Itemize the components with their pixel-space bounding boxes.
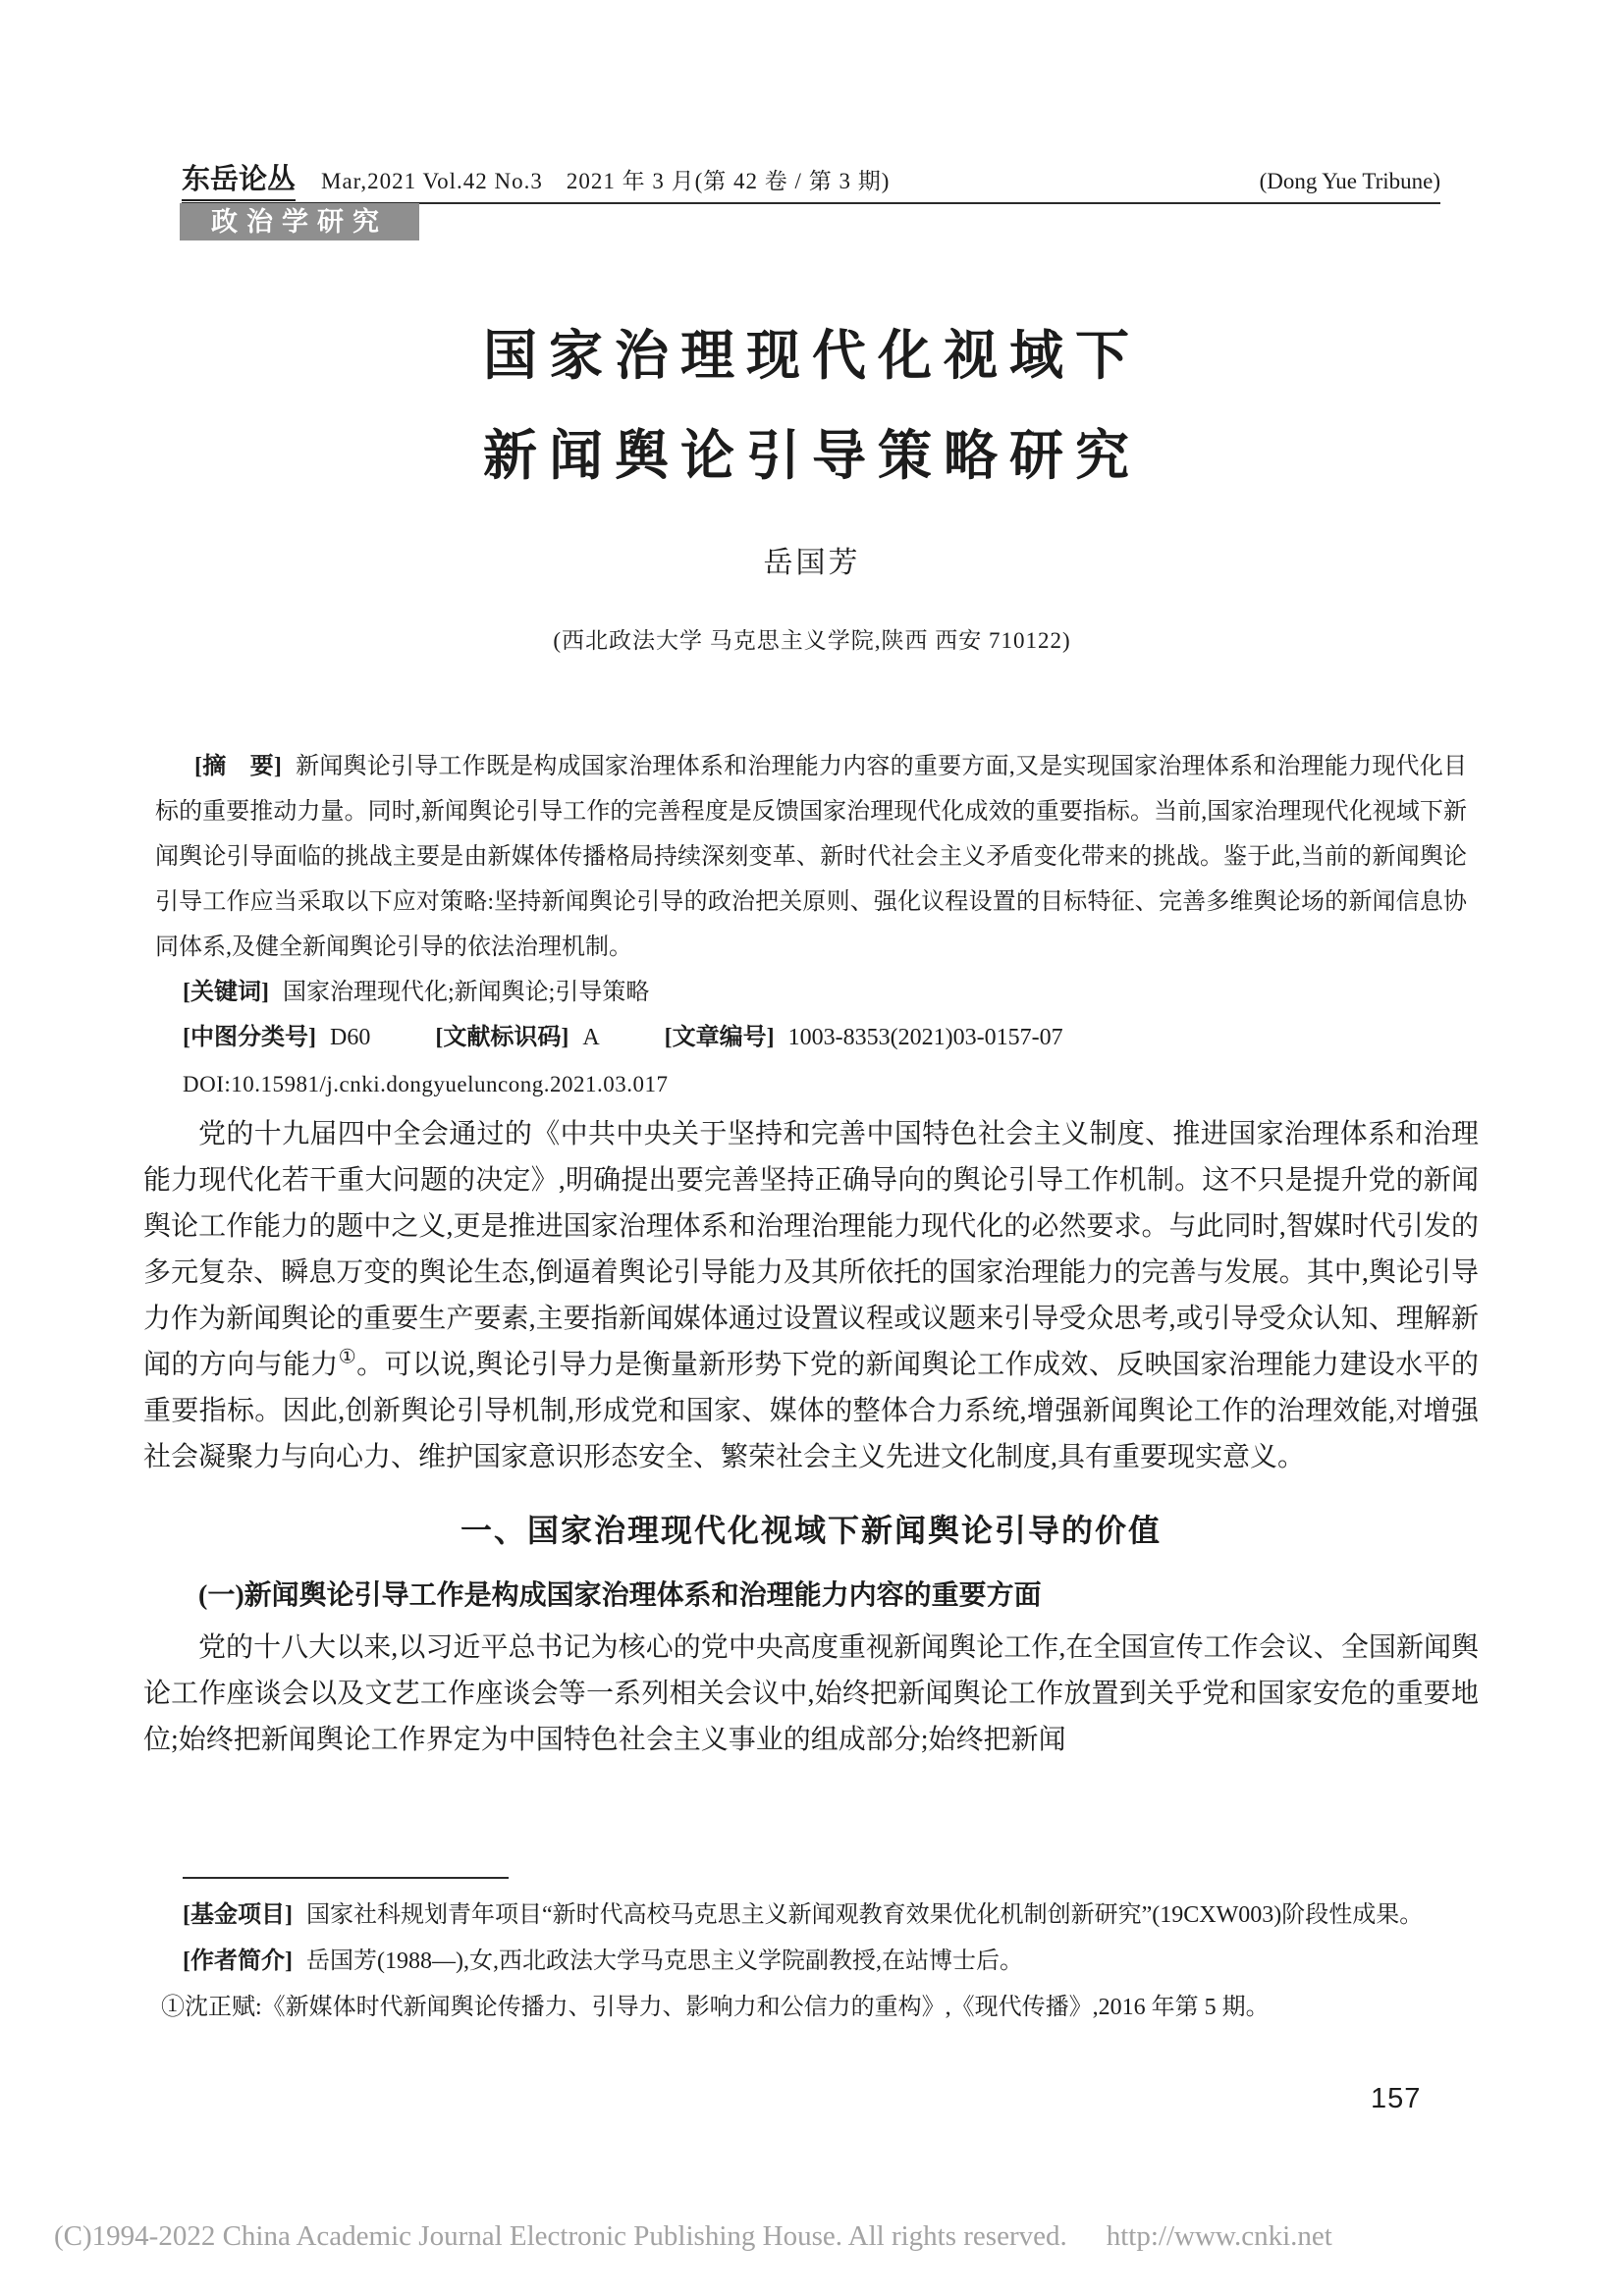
keywords-text: 国家治理现代化;新闻舆论;引导策略 [282, 980, 650, 1005]
abstract-paragraph [155, 744, 1467, 970]
article-title [0, 306, 1624, 507]
page-number: 157 [1371, 2083, 1422, 2114]
doc-code-value: A [582, 1025, 600, 1050]
footnotes-block [143, 1893, 1479, 2031]
abstract-label: [摘 要] [194, 754, 282, 779]
journal-header [182, 157, 1440, 201]
classification-line [155, 1015, 1467, 1060]
author-bio-note [143, 1939, 1479, 1985]
fund-project-label: [基金项目] [183, 1902, 293, 1928]
journal-header-left [182, 157, 890, 201]
issue-info: Mar,2021 Vol.42 No.3 2021 年 3 月(第 42 卷 / 第 3 期) [321, 169, 891, 193]
clc-value: D60 [329, 1025, 371, 1050]
journal-name: 东岳论丛 [182, 157, 296, 201]
article-id-label: [文章编号] [664, 1025, 775, 1050]
article-title-line1: 国家治理现代化视域下 [482, 326, 1141, 386]
abstract-text: 新闻舆论引导工作既是构成国家治理体系和治理能力内容的重要方面,又是实现国家治理体系和治理能力现代化目标的重要推动力量。同时,新闻舆论引导工作的完善程度是反馈国家治理现代化成效的重要指标。当前,国家治理现代化视域下新闻舆论引导面临的挑战主要是由新媒体传播格局持续深刻变革、新时代社会主义矛盾变化带来的挑战。鉴于此,当前的新闻舆论引导工作应当采取以下应对策略:坚持新闻舆论引导的政治把关原则、强化议程设置的目标特征、完善多维舆论场的新闻信息协同体系,及健全新闻舆论引导的依法治理机制。 [155, 754, 1467, 960]
keywords-line [155, 970, 1467, 1015]
copyright-footer [54, 2220, 1570, 2253]
doc-code-label: [文献标识码] [435, 1025, 569, 1050]
author-affiliation: (西北政法大学 马克思主义学院,陕西 西安 710122) [553, 628, 1071, 653]
footnote-divider [183, 1877, 509, 1879]
keywords-label: [关键词] [183, 980, 269, 1005]
clc-label: [中图分类号] [183, 1025, 316, 1050]
author-bio-text: 岳国芳(1988—),女,西北政法大学马克思主义学院副教授,在站博士后。 [305, 1949, 1023, 1974]
article-title-line2: 新闻舆论引导策略研究 [482, 426, 1141, 486]
fund-project-text: 国家社科规划青年项目“新时代高校马克思主义新闻观教育效果优化机制创新研究”(19CXW003)阶段性成果。 [305, 1902, 1424, 1928]
body-paragraph-2: 党的十八大以来,以习近平总书记为核心的党中央高度重视新闻舆论工作,在全国宣传工作会议、全国新闻舆论工作座谈会以及文艺工作座谈会等一系列相关会议中,始终把新闻舆论工作放置到关乎党和国家安危的重要地位;始终把新闻舆论工作界定为中国特色社会主义事业的组成部分;始终把新闻 [143, 1632, 1479, 1755]
citation-note-1: ①沈正赋:《新媒体时代新闻舆论传播力、引导力、影响力和公信力的重构》,《现代传播》,2016 年第 5 期。 [161, 1995, 1270, 2020]
column-badge: 政治学研究 [180, 203, 419, 240]
section-1-heading: 一、国家治理现代化视域下新闻舆论引导的价值 [460, 1513, 1162, 1548]
body-paragraph-1 [143, 1111, 1479, 1480]
article-id-value: 1003-8353(2021)03-0157-07 [787, 1025, 1063, 1050]
journal-name-english: (Dong Yue Tribune) [1259, 169, 1440, 193]
cnki-url: http://www.cnki.net [1106, 2220, 1332, 2252]
article-content [143, 744, 1479, 1763]
author-name: 岳国芳 [763, 547, 861, 579]
footnote-reference-mark: ① [338, 1346, 357, 1368]
author-bio-label: [作者简介] [183, 1949, 293, 1974]
fund-project-note [143, 1893, 1479, 1939]
body-paragraph-1-text-continued: 。可以说,舆论引导力是衡量新形势下党的新闻舆论工作成效、反映国家治理能力建设水平的重要指标。因此,创新舆论引导机制,形成党和国家、媒体的整体合力系统,增强新闻舆论工作的治理效能,对增强社会凝聚力与向心力、维护国家意识形态安全、繁荣社会主义先进文化制度,具有重要现实意义。 [143, 1350, 1479, 1472]
body-paragraph-1-text: 党的十九届四中全会通过的《中共中央关于坚持和完善中国特色社会主义制度、推进国家治理体系和治理能力现代化若干重大问题的决定》,明确提出要完善坚持正确导向的舆论引导工作机制。这不只是提升党的新闻舆论工作能力的题中之义,更是推进国家治理体系和治理治理能力现代化的必然要求。与此同时,智媒时代引发的多元复杂、瞬息万变的舆论生态,倒逼着舆论引导能力及其所依托的国家治理能力的完善与发展。其中,舆论引导力作为新闻舆论的重要生产要素,主要指新闻媒体通过设置议程或议题来引导受众思考,或引导受众认知、理解新闻的方向与能力 [143, 1119, 1479, 1380]
section-1-subheading-1: (一)新闻舆论引导工作是构成国家治理体系和治理能力内容的重要方面 [198, 1580, 1042, 1611]
copyright-text: (C)1994-2022 China Academic Journal Electronic Publishing House. All rights reserved. [54, 2220, 1067, 2252]
doi-line: DOI:10.15981/j.cnki.dongyueluncong.2021.03.017 [183, 1072, 669, 1096]
